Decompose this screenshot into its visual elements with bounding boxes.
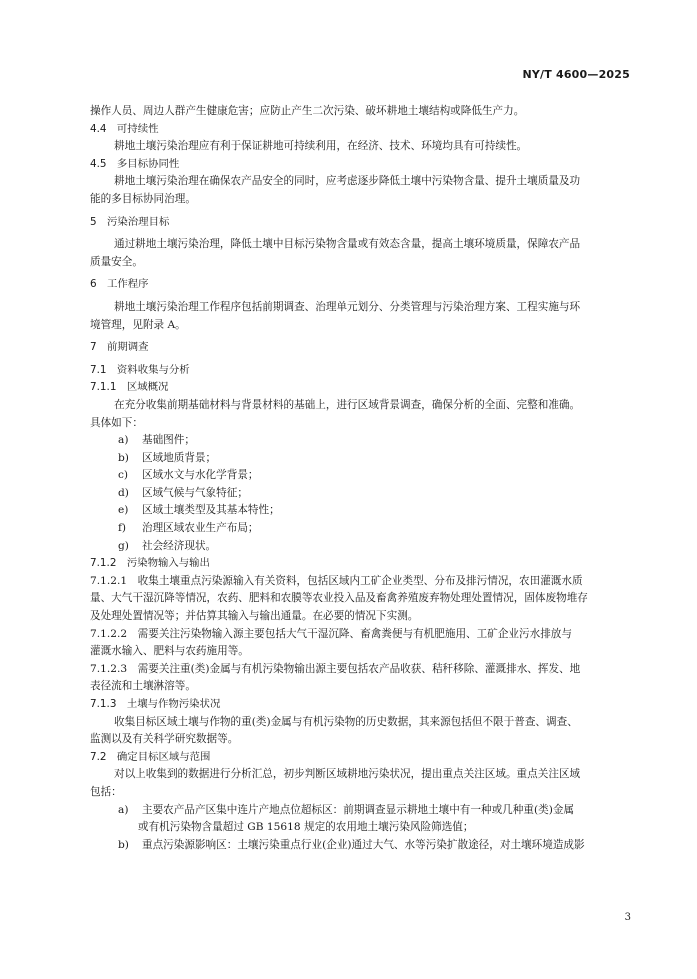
paragraph-line xyxy=(90,397,634,415)
paragraph-line xyxy=(90,714,634,732)
paragraph-line xyxy=(90,678,634,696)
line-text: 5 污染治理目标 xyxy=(90,215,170,228)
document-body xyxy=(90,103,634,854)
list-marker: b) xyxy=(118,451,129,464)
page-number: 3 xyxy=(624,912,631,923)
paragraph-line xyxy=(90,138,634,156)
line-text: 7.1.2.1 收集土壤重点污染源输入有关资料，包括区域内工矿企业类型、分布及排污情况，农田灌溉水质 xyxy=(90,574,583,587)
line-text: 耕地土壤污染治理应有利于保证耕地可持续利用，在经济、技术、环境均具有可持续性。 xyxy=(114,140,528,153)
list-marker: e) xyxy=(118,504,129,517)
line-text: 治理区域农业生产布局； xyxy=(142,522,259,535)
paragraph-line xyxy=(90,236,634,254)
line-text: 操作人员、周边人群产生健康危害；应防止产生二次污染、破坏耕地土壤结构或降低生产力。 xyxy=(90,105,525,117)
line-text: 对以上收集到的数据进行分析汇总，初步判断区域耕地污染状况，提出重点关注区域。重点关注区域 xyxy=(114,768,581,781)
line-text: 7.1.2.2 需要关注污染物输入源主要包括大气干湿沉降、畜禽粪便与有机肥施用、工矿企业污水排放与 xyxy=(90,627,572,640)
line-text: 7.1 资料收集与分析 xyxy=(90,363,190,376)
standard-code: NY/T 4600—2025 xyxy=(522,68,630,81)
line-text: 在充分收集前期基础材料与背景材料的基础上，进行区域背景调查，确保分析的全面、完整和准确。 xyxy=(114,398,581,411)
paragraph-line xyxy=(90,590,634,608)
paragraph-line xyxy=(90,103,634,121)
line-text: 基础图件； xyxy=(142,434,195,447)
list-item xyxy=(90,502,634,520)
section-heading xyxy=(90,749,634,767)
line-text: 具体如下： xyxy=(90,416,143,429)
line-text: 主要农产品产区集中连片产地点位超标区：前期调查显示耕地土壤中有一种或几种重(类)金属 xyxy=(142,803,575,816)
line-text: 6 工作程序 xyxy=(90,278,149,291)
section-heading xyxy=(90,121,634,139)
line-text: 量、大气干湿沉降等情况，农药、肥料和农膜等农业投入品及畜禽养殖废弃物处理处置情况，固体废物堆存 xyxy=(90,592,588,605)
list-item xyxy=(90,450,634,468)
section-heading xyxy=(90,156,634,174)
list-item xyxy=(90,802,634,820)
section-heading xyxy=(90,362,634,380)
line-text: 区域水文与水化学背景； xyxy=(142,469,259,482)
line-text: 7.1.3 土壤与作物污染状况 xyxy=(90,698,221,710)
line-text: 社会经济现状。 xyxy=(142,539,217,552)
paragraph-line xyxy=(90,626,634,644)
paragraph-line xyxy=(90,643,634,661)
section-heading xyxy=(90,339,634,357)
section-heading xyxy=(90,379,634,397)
line-text: 重点污染源影响区：土壤污染重点行业(企业)通过大气、水等污染扩散途径，对土壤环境造成影 xyxy=(142,838,585,851)
list-marker: f) xyxy=(118,522,127,535)
line-text: 质量安全。 xyxy=(90,255,143,268)
line-text: 4.5 多目标协同性 xyxy=(90,157,180,170)
paragraph-line xyxy=(90,784,634,802)
line-text: 包括： xyxy=(90,785,122,798)
line-text: 收集目标区域土壤与作物的重(类)金属与有机污染物的历史数据，其来源包括但不限于普查、调查、 xyxy=(114,715,578,728)
line-text: 4.4 可持续性 xyxy=(90,122,159,135)
list-marker: c) xyxy=(118,469,129,482)
paragraph-line xyxy=(90,254,634,272)
line-text: 灌溉水输入、肥料与农药施用等。 xyxy=(90,645,249,658)
line-text: 7 前期调查 xyxy=(90,341,149,354)
list-marker: d) xyxy=(118,486,129,499)
line-text: 7.2 确定目标区域与范围 xyxy=(90,750,211,763)
line-text: 区域地质背景； xyxy=(142,451,217,464)
paragraph-line xyxy=(90,766,634,784)
paragraph-line xyxy=(90,317,634,335)
line-text: 耕地土壤污染治理在确保农产品安全的同时，应考虑逐步降低土壤中污染物含量、提升土壤质量及功 xyxy=(114,175,581,188)
list-item xyxy=(90,520,634,538)
section-heading xyxy=(90,276,634,294)
line-text: 7.1.2.3 需要关注重(类)金属与有机污染物输出源主要包括农产品收获、秸秆移除、灌溉排水、挥发、地 xyxy=(90,662,581,675)
list-item xyxy=(90,432,634,450)
line-text: 表径流和土壤淋溶等。 xyxy=(90,680,196,693)
paragraph-line xyxy=(90,415,634,433)
line-text: 7.1.2 污染物输入与输出 xyxy=(90,557,210,570)
line-text: 区域土壤类型及其基本特性； xyxy=(142,504,280,517)
paragraph-line xyxy=(90,819,634,837)
line-text: 区域气候与气象特征； xyxy=(142,486,248,499)
list-marker: b) xyxy=(118,838,129,851)
section-heading xyxy=(90,696,634,714)
paragraph-line xyxy=(90,191,634,209)
paragraph-line xyxy=(90,661,634,679)
list-marker: g) xyxy=(118,539,129,552)
line-text: 能的多目标协同治理。 xyxy=(90,192,196,205)
line-text: 及处理处置情况等；并估算其输入与输出通量。在必要的情况下实测。 xyxy=(90,610,419,623)
section-heading xyxy=(90,555,634,573)
list-marker: a) xyxy=(118,434,129,447)
paragraph-line xyxy=(90,173,634,191)
line-text: 7.1.1 区域概况 xyxy=(90,381,169,394)
line-text: 境管理，见附录 A。 xyxy=(90,318,186,331)
list-item xyxy=(90,538,634,556)
line-text: 通过耕地土壤污染治理，降低土壤中目标污染物含量或有效态含量，提高土壤环境质量，保障农产品 xyxy=(114,238,581,251)
paragraph-line xyxy=(90,573,634,591)
section-heading xyxy=(90,214,634,232)
list-item xyxy=(90,485,634,503)
line-text: 耕地土壤污染治理工作程序包括前期调查、治理单元划分、分类管理与污染治理方案、工程实施与环 xyxy=(114,300,581,313)
paragraph-line xyxy=(90,608,634,626)
list-marker: a) xyxy=(118,803,129,816)
line-text: 或有机污染物含量超过 GB 15618 规定的农用地土壤污染风险筛选值； xyxy=(138,821,474,834)
paragraph-line xyxy=(90,731,634,749)
line-text: 监测以及有关科学研究数据等。 xyxy=(90,733,239,746)
paragraph-line xyxy=(90,299,634,317)
list-item xyxy=(90,837,634,855)
list-item xyxy=(90,467,634,485)
